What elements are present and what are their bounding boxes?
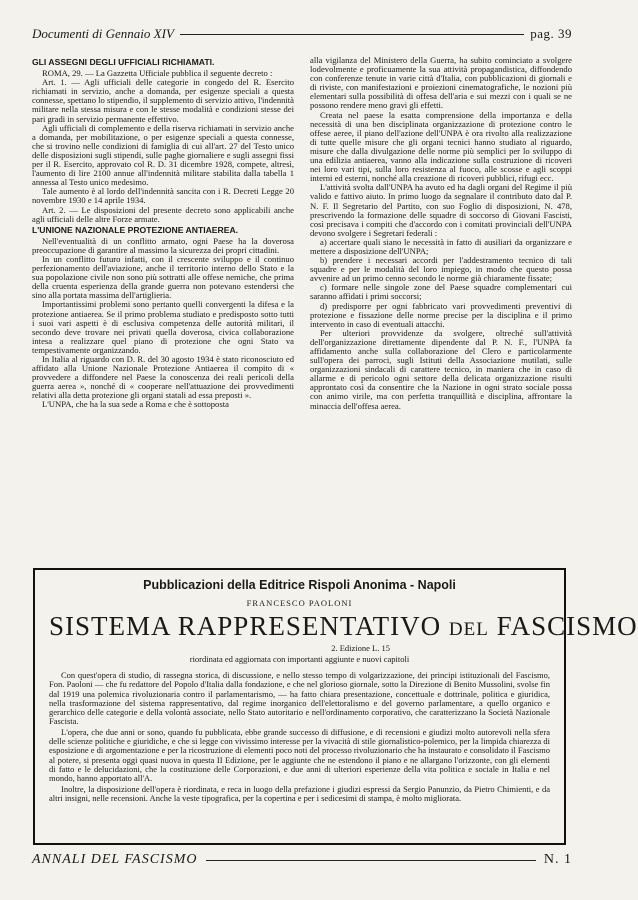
book-advertisement [33, 568, 638, 845]
paragraph: In un conflitto futuro infatti, con il crescente sviluppo e il continuo perfezionamento dell'aviazione, anche il territorio interno dello Stato e la sua popolazione civile non sono più sottratti alle offese nemiche, che prima della cruenta esperienza della grande guerra non potevano estendersi che sino alla portata massima dell'artiglieria. [32, 253, 294, 301]
paragraph: Tale aumento è al lordo dell'indennità sancita con i R. Decreti Legge 20 novembre 1930 e 14 aprile 1934. [32, 186, 294, 206]
running-footer [32, 851, 572, 869]
paragraph: Nell'eventualità di un conflitto armato, ogni Paese ha la doverosa preoccupazione di garantire al massimo la sicurezza dei propri cittadini. [32, 235, 294, 255]
running-title: Documenti di Gennaio XIV [32, 26, 174, 41]
paragraph: L'opera, che due anni or sono, quando fu pubblicata, ebbe grande successo di diffusione, e di recensioni e giudizi molto autorevoli nella sfera delle scienze politiche e giuridiche, e che si legge con vivissimo interesse per la vivacità di stile giornalistico-polemico, per la limpida chiarezza di esposizione e di argomentazione e per la ricostruzione di elementi poco noti del processo rivoluzionario che ha instaurato e consolidato il Fascismo al potere, si presenta oggi quasi nuova in questa II Edizione, per le aggiunte che ne estendono il piano e ne allargano l'orizzonte, con gli elementi di fatto e le delucidazioni, che la costituzione delle Corporazioni, e due anni di ulteriori esperienze della vita politica e sociale in Italia e nel mondo, hanno apportato all'A. [49, 726, 550, 784]
publisher-line: Pubblicazioni della Editrice Rispoli Anonima - Napoli [143, 578, 456, 592]
edition-price: 2. Edizione L. 15 [331, 643, 390, 653]
book-title-end: FASCISMO [496, 611, 638, 641]
edition-subtitle: riordinata ed aggiornata con importanti aggiunte e nuovi capitoli [189, 654, 410, 664]
paragraph: L'UNPA, che ha la sua sede a Roma e che è sottoposta [42, 399, 229, 410]
paragraph: Agli ufficiali di complemento e della riserva richiamati in servizio anche a domanda, per mobilitazione, o per esigenze speciali a questa connesse, che si trovino nelle condizioni di famiglia di cui all'art. 27 del Testo unico delle disposizioni sugli stipendi, sulle paghe giornaliere e sugli assegni fissi per il R. Esercito, approvato col R. D. 31 dicembre 1928, compete, altresì, l'aumento di lire 2100 annue all'indennità militare stabilita dalla tabella 1 annessa al Testo unico medesimo. [32, 122, 294, 188]
list-item: a) accertare quali siano le necessità in fatto di ausiliari da organizzare e mettere a disposizione dell'UNPA; [310, 236, 572, 256]
paragraph: Art. 1. — Agli ufficiali delle categorie in congedo del R. Esercito richiamati in servizio, anche a domanda, per esigenze speciali a questa connesse, spettano lo stipendio, il supplemento di servizio attivo, l'indennità militare nella stessa misura e con le stesse modalità e condizioni stesse dei pari gradi in servizio permanente effettivo. [32, 77, 294, 124]
book-title-connector: DEL [448, 619, 489, 640]
header-rule [180, 34, 524, 35]
paragraph: In Italia al riguardo con D. R. del 30 agosto 1934 è stato riconosciuto ed affidato alla Unione Nazionale Protezione Antiaerea il compito di « provvedere a diffondere nel Paese la conoscenza dei reali pericoli della guerra aerea », nonché di « cooperare nell'attuazione dei provvedimenti relativi alla detta protezione gli organi statali ad essa preposti ». [32, 354, 294, 401]
page-number: pag. 39 [530, 26, 572, 41]
paragraph: Inoltre, la disposizione dell'opera è riordinata, e reca in luogo della prefazione i giudizi espressi da Sergio Panunzio, da Pietro Chimienti, e da altri insigni, nelle recensioni. Anche la veste tipografica, per la copertina e per i sedicesimi di stampa, è molto migliorata. [49, 783, 550, 803]
paragraph: Per ulteriori provvidenze da svolgere, oltreché sull'attività dell'organizzazione direttamente dipendente dal P. N. F., l'UNPA fa affidamento anche sulla collaborazione del Clero e particolarmente sull'opera dei parroci, sugli Istituti della Associazione mutilati, sulle organizzazioni sindacali di carattere tecnico, in maniera che in caso di allarme e di pericolo ogni settore della delicata organizzazione risulti approntato così da consentire che la Nazione in ogni strato sociale possa con animo virile, ma con perfetta tranquillità e disciplina, affrontare la minaccia dell'offesa aerea. [310, 327, 572, 411]
paragraph: L'attività svolta dall'UNPA ha avuto ed ha dagli organi del Regime il più valido e fattivo aiuto. In primo luogo da segnalare il contributo dato dal P. N. F. Il Segretario del Partito, con suo Foglio di disposizioni, N. 478, prescrivendo la formazione delle squadre di soccorso di Giovani Fascisti, così precisava i compiti che d'accordo con i comitati provinciali dell'UNPA devono svolgere i Segretari federali : [310, 182, 572, 238]
paragraph: Art. 2. — Le disposizioni del presente decreto sono applicabili anche agli ufficiali delle altre Forze armate. [32, 204, 294, 224]
journal-title: ANNALI DEL FASCISMO [32, 852, 198, 867]
list-item: d) predisporre per ogni fabbricato vari provvedimenti preventivi di protezione e fissazione delle norme precise per la disciplina e il primo intervento in caso di eventuali attacchi. [310, 300, 572, 329]
book-author: FRANCESCO PAOLONI [246, 598, 353, 608]
list-item: b) prendere i necessari accordi per l'addestramento tecnico di tali squadre e per le modalità del loro impiego, in modo che questo possa avvenire ad un primo cenno secondo le norme già chiaramente fissate; [310, 255, 572, 284]
issue-number: N. 1 [543, 852, 572, 867]
book-title [49, 611, 638, 642]
running-header [32, 26, 572, 42]
list-item: c) formare nelle singole zone del Paese squadre complementari cui saranno affidati i primi soccorsi; [310, 282, 572, 302]
book-title-main: SISTEMA RAPPRESENTATIVO [49, 611, 442, 641]
paragraph: alla vigilanza del Ministero della Guerra, ha subito cominciato a svolgere lodevolmente e proficuamente la sua attività propagandistica, diffondendo con conferenze tenute in varie città d'Italia, con pubblicazioni di giornali e di riviste, con manifestazioni e proiezioni cinematografiche, le nozioni più elementari sulla possibilità di offesa dell'aria e sui mezzi con i quali se ne possono rendere meno gravi gli effetti. [310, 55, 572, 111]
right-column [310, 56, 572, 564]
paragraph: Con quest'opera di studio, di rassegna storica, di discussione, e nello stesso tempo di volgarizzazione, dei principi istituzionali del Fascismo, Fon. Paoloni — che fu redattore del Popolo d'Italia dalla fondazione, e che nel glorioso giornale, sotto la Direzione di Benito Mussolini, svolse fin dal 1919 una polemica rivoluzionaria contro il parlamentarismo, — ha fatto chiara presentazione, concettuale e dottrinale, politica e giuridica, nella trasformazione del sistema rappresentativo, dal regime inorganico dell'elettoralismo e del governo parlamentare, a quello organico e gerarchico delle categorie e della volontà associate, nello Stato autoritario e nell'ordinamento corporativo, che caratterizzano la Società Nazionale Fascista. [49, 670, 550, 727]
left-column [32, 56, 294, 564]
advertisement-body [49, 671, 550, 803]
footer-rule [206, 860, 536, 861]
paragraph: ROMA, 29. — La Gazzetta Ufficiale pubblica il seguente decreto : [42, 68, 273, 79]
paragraph: Creata nel paese la esatta comprensione della importanza e della necessità di una ben disciplinata organizzazione di protezione contro le offese aeree, il piano dell'azione dell'UNPA è ora rivolto alla realizzazione di tutte quelle misure che gli organi tecnici hanno studiato al riguardo, misure che dalla divulgazione delle norme più semplici per lo sviluppo di una edilizia antiaerea, vanno alla indicazione sulla costruzione di ricoveri nei loro vari tipi, sulla loro resistenza al fuoco, alle scosse e agli scoppi interni ed esterni, nonché alla creazione di ricoveri pubblici, rifugi ecc. [310, 109, 572, 184]
article-columns [32, 56, 572, 564]
paragraph: Importantissimi problemi sono pertanto quelli convergenti la difesa e la protezione antiaerea. Se il primo problema studiato e predisposto sotto tutti i suoi vari aspetti è di esclusiva competenza delle autorità militari, il secondo deve trovare nei privati quella doverosa, civica collaborazione intesa a realizzare quel piano di protezione che ogni Stato va tempestivamente organizzando. [32, 299, 294, 355]
section-heading-unpa: L'UNIONE NAZIONALE PROTEZIONE ANTIAEREA. [32, 224, 239, 235]
section-heading-assegni: GLI ASSEGNI DEGLI UFFICIALI RICHIAMATI. [32, 57, 215, 67]
